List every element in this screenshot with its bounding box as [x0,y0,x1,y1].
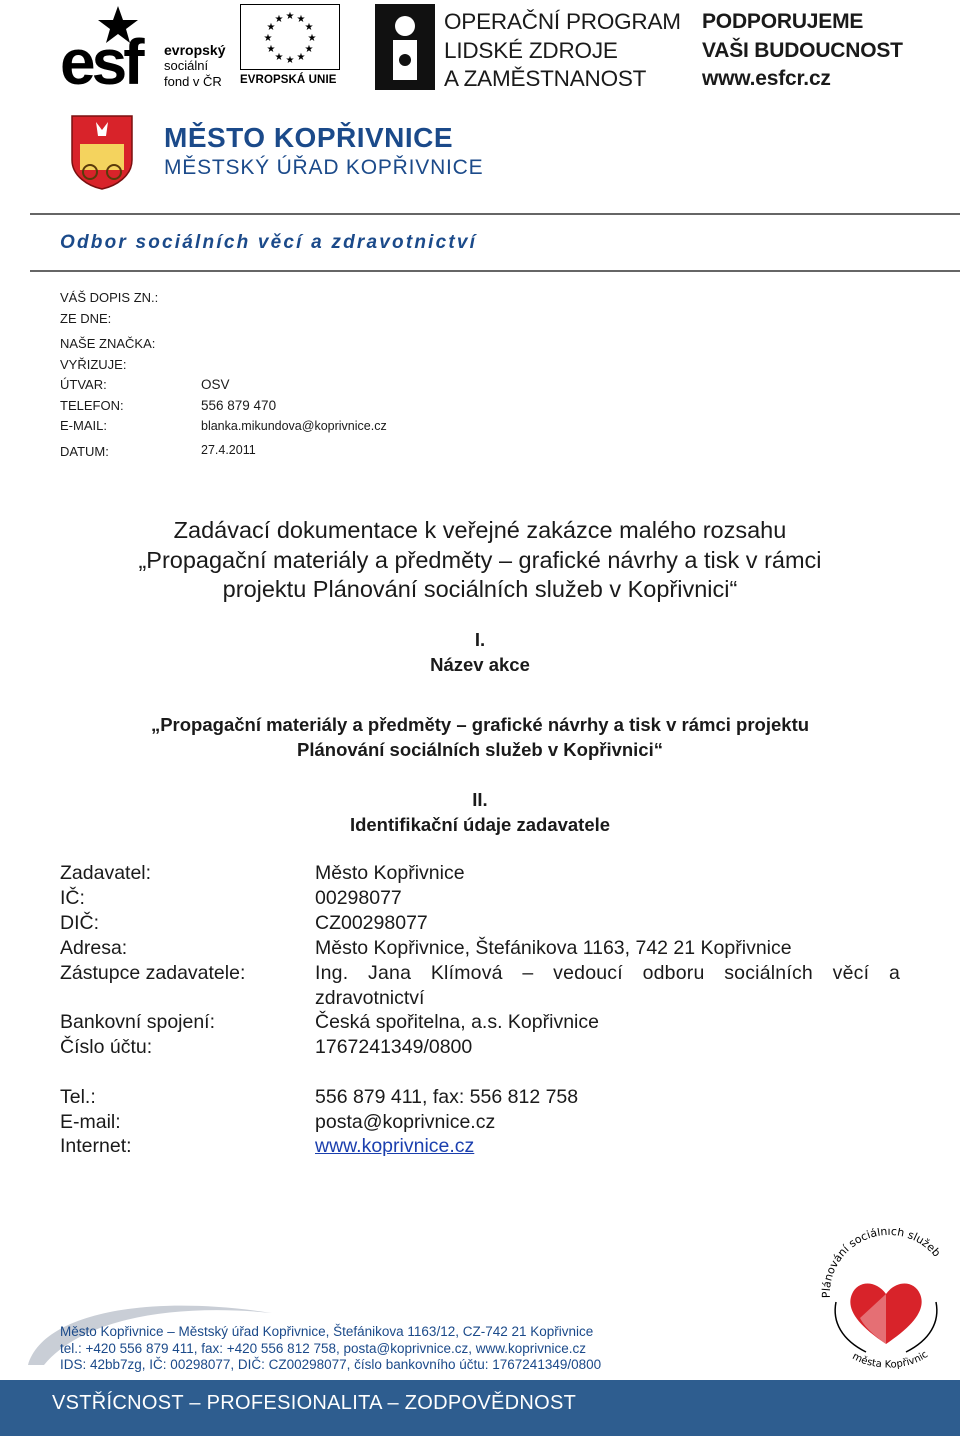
dic-value: CZ00298077 [315,912,428,934]
meta-utvar-value: OSV [201,377,230,392]
document-title-line1: Zadávací dokumentace k veřejné zakázce malého rozsahu [173,517,787,543]
ic-value: 00298077 [315,887,402,909]
internet-value [315,1135,474,1158]
meta-utvar-label: ÚTVAR: [60,377,107,392]
email-value: posta@koprivnice.cz [315,1111,496,1133]
eu-stars-icon [241,5,339,69]
meta-nase-znacka: NAŠE ZNAČKA: [60,336,156,351]
adresa-label: Adresa: [60,937,128,959]
email-label: E-mail: [60,1111,121,1133]
footer-line3: IDS: 42bb7zg, IČ: 00298077, DIČ: CZ00298077, číslo bankovního účtu: 1767241349/0800 [60,1357,602,1372]
ucet-label: Číslo účtu: [60,1036,153,1058]
zadavatel-value: Město Kopřivnice [315,862,465,884]
internet-label: Internet: [60,1135,132,1157]
banka-label: Bankovní spojení: [60,1011,216,1033]
ic-label: IČ: [60,887,85,909]
footer-line1: Město Kopřivnice – Městský úřad Kopřivnice, Štefánikova 1163/12, CZ-742 21 Kopřivnice [60,1324,594,1339]
esf-caption-line2: sociální [164,58,209,73]
heart-hands-icon [812,1228,960,1378]
meta-ze-dne: ZE DNE: [60,311,112,326]
section2-title: Identifikační údaje zadavatele [349,814,611,835]
section1-text-line2: Plánování sociálních služeb v Kopřivnici“ [297,738,663,760]
planning-logo [812,1228,960,1378]
op-program-text [444,8,681,94]
meta-email-label: E-MAIL: [60,418,107,433]
svg-text:★: ★ [274,52,284,63]
esf-caption-line1: evropský [164,42,226,58]
op-line1: OPERAČNÍ PROGRAM [444,9,681,34]
support-text [702,8,903,94]
banka-value: Česká spořitelna, a.s. Kopřivnice [315,1011,599,1033]
planning-logo-top-text: Plánování sociálních služeb [819,1228,944,1299]
svg-text:★: ★ [304,44,314,55]
header-divider [30,213,960,215]
section1-text-line1: „Propagační materiály a předměty – grafické návrhy a tisk v rámci projektu [150,714,810,735]
svg-text:★: ★ [285,55,295,66]
footer-slogan: VSTŘÍCNOST – PROFESIONALITA – ZODPOVĚDNOST [52,1392,577,1414]
support-line2: VAŠI BUDOUCNOST [702,38,903,62]
section1-title: Název akce [430,654,530,675]
svg-text:★: ★ [307,33,317,44]
support-line1: PODPORUJEME [702,10,864,33]
zastupce-label: Zástupce zadavatele: [60,962,246,984]
svg-text:★: ★ [263,33,273,44]
section1-number: I. [474,629,486,650]
meta-vas-dopis: VÁŠ DOPIS ZN.: [60,290,159,305]
op-line2: LIDSKÉ ZDROJE [444,37,618,63]
meta-datum-value: 27.4.2011 [201,443,256,457]
meta-vyrizuje: VYŘIZUJE: [60,357,127,372]
meta-telefon-value: 556 879 470 [201,398,277,413]
svg-text:★: ★ [296,52,306,63]
svg-text:Plánování sociálních služeb [820,1228,943,1298]
zadavatel-label: Zadavatel: [60,862,152,884]
support-url[interactable]: www.esfcr.cz [702,67,831,90]
city-crest-icon [70,114,134,190]
adresa-value: Město Kopřivnice, Štefánikova 1163, 742 21 Kopřivnice [315,937,792,959]
department-name: Odbor sociálních věcí a zdravotnictví [60,232,478,253]
document-title [0,516,960,605]
internet-link[interactable]: www.koprivnice.cz [315,1135,475,1157]
city-title: MĚSTO KOPŘIVNICE [164,122,454,153]
op-puzzle-icon [375,4,435,90]
esf-wordmark: esf [60,26,141,98]
svg-text:★: ★ [304,22,314,33]
op-line3: A ZAMĚSTNANOST [444,66,647,91]
svg-text:★: ★ [266,44,276,55]
svg-text:★: ★ [285,11,295,22]
city-subtitle: MĚSTSKÝ ÚŘAD KOPŘIVNICE [164,156,484,179]
tel-label: Tel.: [60,1086,96,1108]
dic-label: DIČ: [60,912,99,934]
zastupce-value-line2: zdravotnictví [315,987,425,1009]
eu-label: EVROPSKÁ UNIE [240,74,337,86]
tel-value: 556 879 411, fax: 556 812 758 [315,1086,579,1108]
svg-text:★: ★ [296,14,306,25]
document-title-line3: projektu Plánování sociálních služeb v Kopřivnici“ [222,576,738,602]
meta-telefon-label: TELEFON: [60,398,124,413]
svg-text:★: ★ [274,14,284,25]
ucet-value: 1767241349/0800 [315,1036,473,1058]
svg-text:★: ★ [266,22,276,33]
esf-caption [164,42,225,90]
department-divider [30,270,960,272]
planning-logo-bottom-text: města Kopřivnic [850,1349,931,1371]
footer-line2: tel.: +420 556 879 411, fax: +420 556 812 758, posta@koprivnice.cz, www.koprivnice.cz [60,1341,587,1356]
meta-datum-label: DATUM: [60,444,109,459]
eu-flag [240,4,340,70]
esf-caption-line3: fond v ČR [164,74,222,89]
esf-logo [60,4,230,98]
section1-text [0,713,960,762]
meta-email-value: blanka.mikundova@koprivnice.cz [201,419,387,433]
document-title-line2: „Propagační materiály a předměty – grafické návrhy a tisk v rámci [138,546,822,573]
zastupce-value-line1: Ing. Jana Klímová – vedoucí odboru sociálních věcí a [315,962,900,984]
section2-number: II. [472,789,488,810]
